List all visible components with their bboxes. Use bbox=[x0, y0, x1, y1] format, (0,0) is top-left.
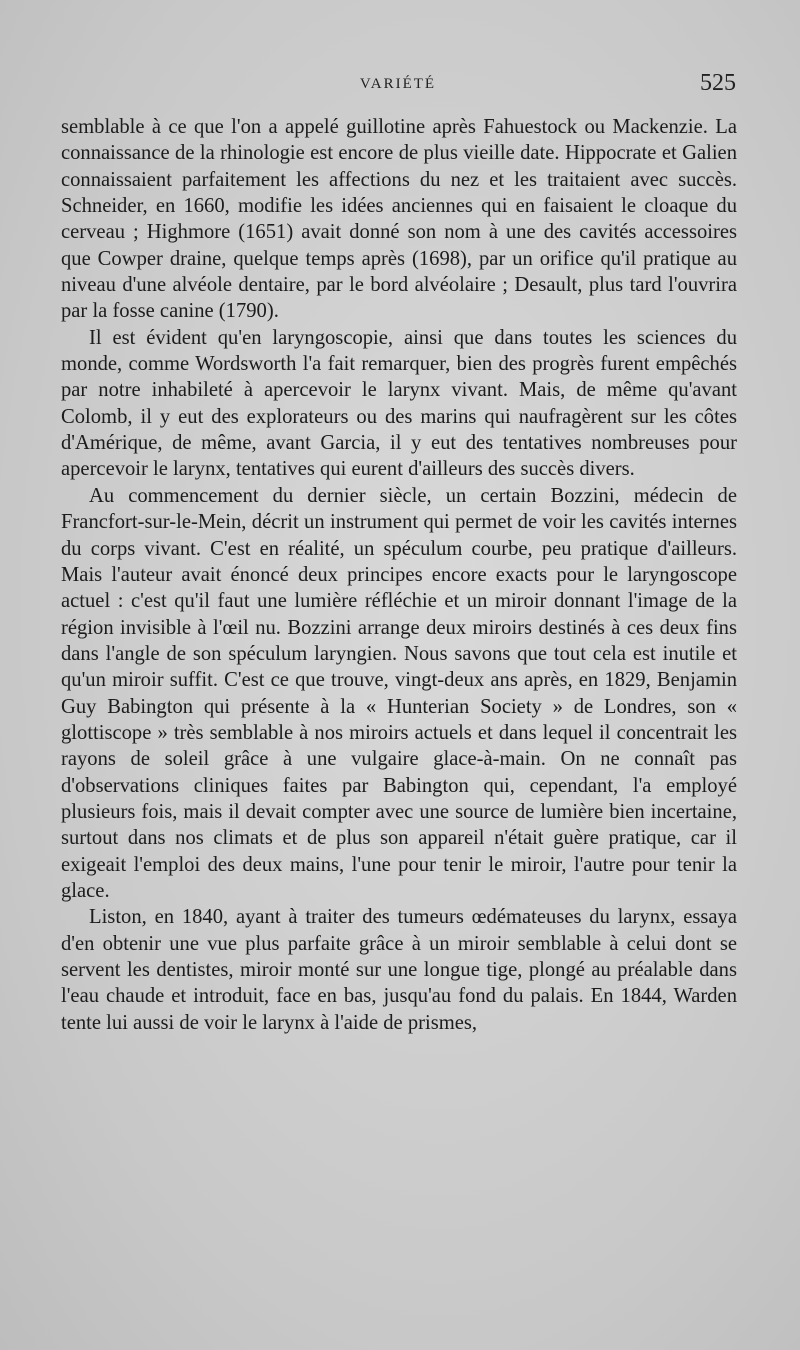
running-title: VARIÉTÉ bbox=[359, 76, 437, 92]
running-head bbox=[60, 70, 736, 100]
paragraph-1: semblable à ce que l'on a appelé guillotine après Fahuestock ou Mackenzie. La connaissance de la rhinologie est encore de plus vieille date. Hippocrate et Galien connaissaient parfaitement les affections du nez et les traitaient avec succès. Schneider, en 1660, modifie les idées anciennes qui en faisaient le cloaque du cerveau ; Highmore (1651) avait donné son nom à une des cavités accessoires que Cowper draine, quelque temps après (1698), par un orifice qu'il pratique au niveau d'une alvéole dentaire, par le bord alvéolaire ; Desault, plus tard l'ouvrira par la fosse canine (1790). bbox=[61, 116, 737, 323]
body-text bbox=[61, 114, 737, 1036]
paragraph-3: Au commencement du dernier siècle, un certain Bozzini, médecin de Francfort-sur-le-Mein, décrit un instrument qui permet de voir les cavités internes du corps vivant. C'est en réalité, un spéculum courbe, peu pratique d'ailleurs. Mais l'auteur avait énoncé deux principes encore exacts pour le laryngoscope actuel : c'est qu'il faut une lumière réfléchie et un miroir donnant l'image de la région invisible à l'œil nu. Bozzini arrange deux miroirs destinés à ces deux fins dans l'angle de son spéculum laryngien. Nous savons que tout cela est inutile et qu'un miroir suffit. C'est ce que trouve, vingt-deux ans après, en 1829, Benjamin Guy Babington qui présente à la « Hunterian Society » de Londres, son « glottiscope » très semblable à nos miroirs actuels et dans lequel il concentrait les rayons de soleil grâce à une vulgaire glace-à-main. On ne connaît pas d'observations cliniques faites par Babington qui, cependant, l'a employé plusieurs fois, mais il devait compter avec une source de lumière bien incertaine, surtout dans nos climats et de plus son appareil n'était guère pratique, car il exigeait l'emploi des deux mains, l'une pour tenir le miroir, l'autre pour tenir la glace. bbox=[61, 484, 737, 902]
paragraph-4: Liston, en 1840, ayant à traiter des tumeurs œdémateuses du larynx, essaya d'en obtenir une vue plus parfaite grâce à un miroir semblable à celui dont se servent les dentistes, miroir monté sur une longue tige, plongé au préalable dans l'eau chaude et introduit, face en bas, jusqu'au fond du palais. En 1844, Warden tente lui aussi de voir le larynx à l'aide de prismes, bbox=[61, 906, 737, 1034]
page-number: 525 bbox=[700, 70, 736, 96]
paragraph-2: Il est évident qu'en laryngoscopie, ainsi que dans toutes les sciences du monde, comme Wordsworth l'a fait remarquer, bien des progrès furent empêchés par notre inhabileté à apercevoir le larynx vivant. Mais, de même qu'avant Colomb, il y eut des explorateurs ou des marins qui naufragèrent sur les côtes d'Amérique, de même, avant Garcia, il y eut des tentatives nombreuses pour apercevoir le larynx, tentatives qui eurent d'ailleurs des succès divers. bbox=[61, 326, 737, 481]
